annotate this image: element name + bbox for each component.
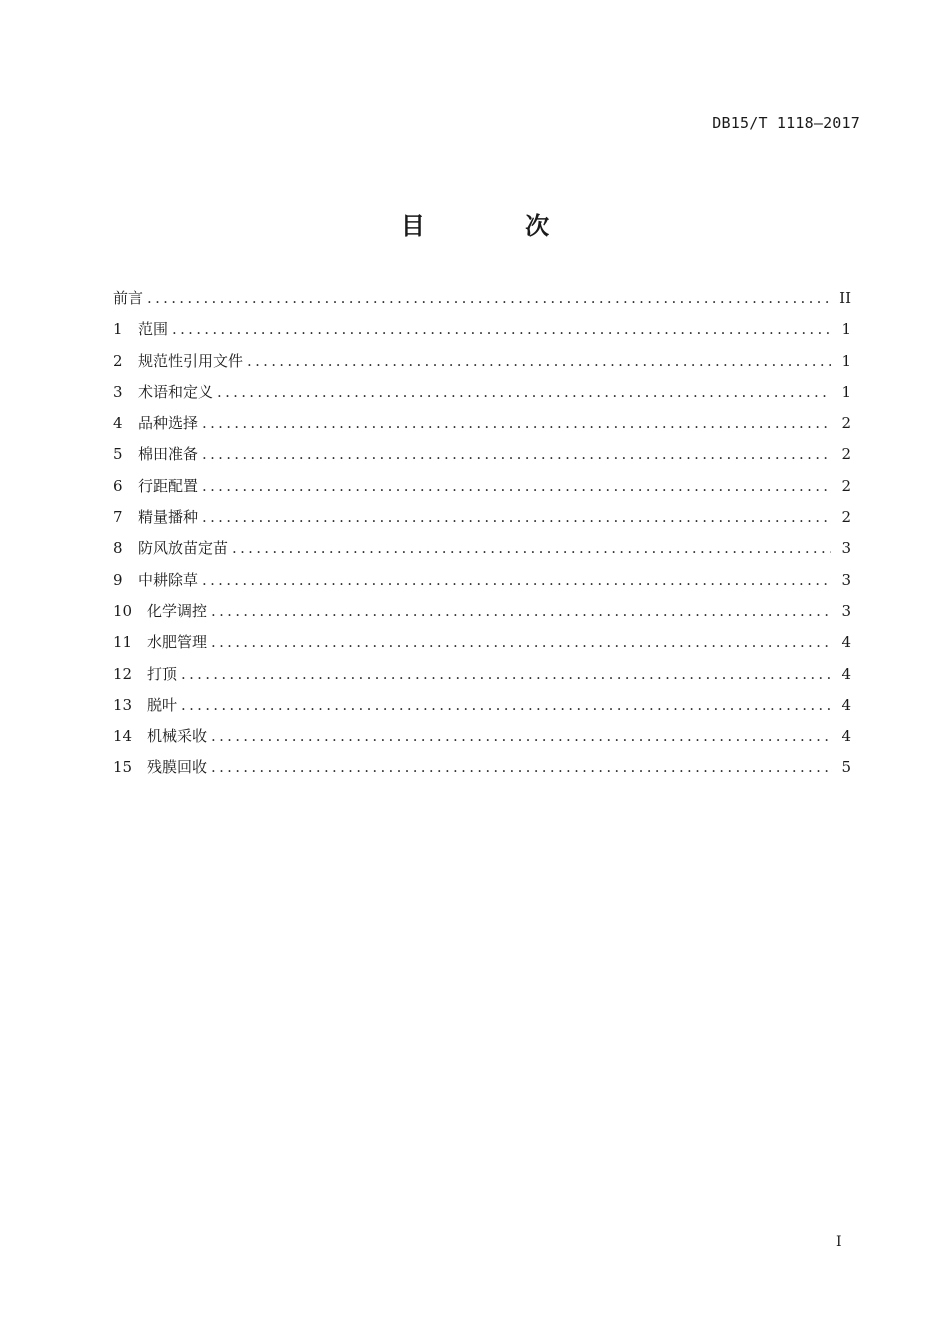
toc-leader-dots [202, 408, 831, 439]
toc-entry-label: 范围 [138, 320, 169, 339]
toc-entry-label: 残膜回收 [147, 758, 208, 777]
toc-entry-label: 水肥管理 [147, 633, 208, 652]
toc-entry[interactable] [113, 502, 851, 533]
toc-leader-dots [172, 314, 831, 345]
toc-leader-dots [211, 627, 831, 658]
toc-entry-number: 12 [113, 664, 133, 683]
toc-leader-dots [202, 439, 831, 470]
toc-entry-label: 中耕除草 [138, 570, 199, 589]
toc-leader-dots [181, 659, 831, 690]
toc-entry-page: 2 [841, 445, 851, 464]
toc-entry-label: 脱叶 [147, 695, 178, 714]
toc-entry-foreword[interactable] [113, 283, 851, 314]
toc-entry-label: 化学调控 [147, 601, 208, 620]
toc-entry-number: 7 [113, 508, 123, 527]
toc-entry-label: 机械采收 [147, 727, 208, 746]
toc-entry[interactable] [113, 471, 851, 502]
toc-entry-label: 前言 [113, 289, 144, 307]
toc-entry[interactable] [113, 721, 851, 752]
toc-entry-number: 5 [113, 445, 123, 464]
toc-title: 目 次 [400, 212, 596, 240]
toc-entry[interactable] [113, 533, 851, 564]
toc-entry-number: 11 [113, 633, 133, 652]
toc-entry[interactable] [113, 439, 851, 470]
toc-entry-number: 3 [113, 382, 123, 401]
toc-leader-dots [202, 565, 831, 596]
toc-entry-page: 3 [841, 601, 851, 620]
toc-entry-number: 9 [113, 570, 123, 589]
toc-entry[interactable] [113, 659, 851, 690]
toc-leader-dots [211, 596, 831, 627]
toc-entry-page: 2 [841, 414, 851, 433]
toc-entry[interactable] [113, 690, 851, 721]
toc-entry[interactable] [113, 408, 851, 439]
toc-entry-number: 6 [113, 476, 123, 495]
toc-entry-label: 品种选择 [138, 414, 199, 433]
toc-leader-dots [217, 377, 831, 408]
toc-entry-number: 4 [113, 414, 123, 433]
toc-entry[interactable] [113, 565, 851, 596]
toc-entry-number: 2 [113, 351, 123, 370]
toc-entry-label: 规范性引用文件 [138, 351, 244, 370]
toc-entry-page: 2 [841, 476, 851, 495]
toc-entry-page: 1 [841, 320, 851, 339]
toc-entry[interactable] [113, 596, 851, 627]
toc-leader-dots [202, 502, 831, 533]
toc-entry-label: 打顶 [147, 664, 178, 683]
toc-entry-page: 4 [841, 664, 851, 683]
toc-entry[interactable] [113, 346, 851, 377]
toc-entry-page: 5 [841, 758, 851, 777]
toc-entry-label: 棉田准备 [138, 445, 199, 464]
toc-leader-dots [147, 283, 831, 314]
toc-leader-dots [232, 533, 831, 564]
toc-entry-page: 4 [841, 633, 851, 652]
toc-entry-number: 1 [113, 320, 123, 339]
toc-entry-number: 10 [113, 601, 133, 620]
toc-leader-dots [202, 471, 831, 502]
toc-entry-page: 2 [841, 508, 851, 527]
page-number: I [836, 1234, 842, 1250]
toc-entry-number: 14 [113, 727, 133, 746]
standard-code: DB15/T 1118—2017 [712, 114, 860, 132]
toc-entry[interactable] [113, 314, 851, 345]
toc-entry-label: 防风放苗定苗 [138, 539, 229, 558]
toc-entry-number: 15 [113, 758, 133, 777]
toc-entry-page: II [839, 289, 851, 307]
toc-entry-number: 8 [113, 539, 123, 558]
toc-entry-page: 4 [841, 727, 851, 746]
toc-entry-number: 13 [113, 695, 133, 714]
table-of-contents [113, 283, 851, 784]
toc-entry-label: 精量播种 [138, 508, 199, 527]
toc-leader-dots [181, 690, 831, 721]
toc-entry-label: 术语和定义 [138, 382, 214, 401]
toc-entry-page: 3 [841, 539, 851, 558]
toc-entry-page: 3 [841, 570, 851, 589]
toc-entry-page: 4 [841, 695, 851, 714]
toc-entry[interactable] [113, 752, 851, 783]
toc-entry[interactable] [113, 627, 851, 658]
toc-entry-page: 1 [841, 351, 851, 370]
toc-entry[interactable] [113, 377, 851, 408]
toc-leader-dots [211, 752, 831, 783]
toc-leader-dots [211, 721, 831, 752]
toc-entry-page: 1 [841, 382, 851, 401]
toc-entry-label: 行距配置 [138, 476, 199, 495]
toc-leader-dots [247, 346, 831, 377]
